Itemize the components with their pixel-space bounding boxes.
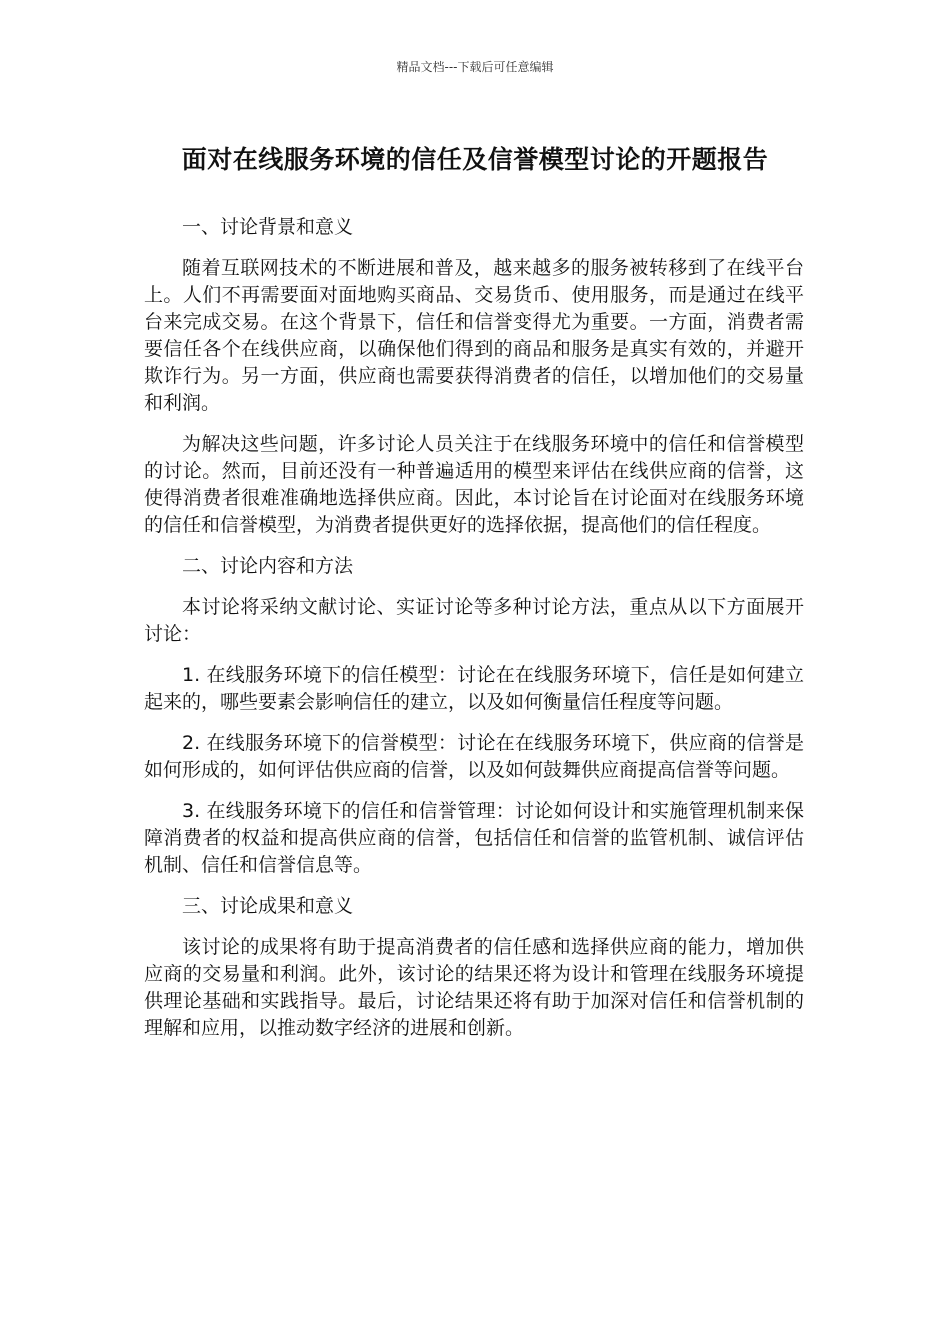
list-item-trust-reputation-management: 3. 在线服务环境下的信任和信誉管理：讨论如何设计和实施管理机制来保障消费者的权益和提高供应商的信誉，包括信任和信誉的监管机制、诚信评估机制、信任和信誉信息等。 [144,800,804,876]
page-title: 面对在线服务环境的信任及信誉模型讨论的开题报告 [181,145,769,174]
paragraph-background-2: 为解决这些问题，许多讨论人员关注于在线服务环境中的信任和信誉模型的讨论。然而，目前还没有一种普遍适用的模型来评估在线供应商的信誉，这使得消费者很难准确地选择供应商。因此，本讨论旨在讨论面对在线服务环境的信任和信誉模型，为消费者提供更好的选择依据，提高他们的信任程度。 [144,433,804,536]
section-heading-content-method: 二、讨论内容和方法 [182,555,354,577]
list-item-trust-model: 1. 在线服务环境下的信任模型：讨论在在线服务环境下，信任是如何建立起来的，哪些要素会影响信任的建立，以及如何衡量信任程度等问题。 [144,664,804,713]
header-note: 精品文档---下载后可任意编辑 [396,60,554,74]
document-body [144,214,804,1056]
paragraph-results: 该讨论的成果将有助于提高消费者的信任感和选择供应商的能力，增加供应商的交易量和利润。此外，该讨论的结果还将为设计和管理在线服务环境提供理论基础和实践指导。最后，讨论结果还将有助于加深对信任和信誉机制的理解和应用，以推动数字经济的进展和创新。 [144,936,804,1039]
paragraph-method-intro: 本讨论将采纳文献讨论、实证讨论等多种讨论方法，重点从以下方面展开讨论： [144,596,804,645]
section-heading-background: 一、讨论背景和意义 [182,216,354,238]
list-item-reputation-model: 2. 在线服务环境下的信誉模型：讨论在在线服务环境下，供应商的信誉是如何形成的，如何评估供应商的信誉，以及如何鼓舞供应商提高信誉等问题。 [144,732,804,781]
section-heading-results: 三、讨论成果和意义 [182,895,354,917]
paragraph-background-1: 随着互联网技术的不断进展和普及，越来越多的服务被转移到了在线平台上。人们不再需要面对面地购买商品、交易货币、使用服务，而是通过在线平台来完成交易。在这个背景下，信任和信誉变得尤为重要。一方面，消费者需要信任各个在线供应商，以确保他们得到的商品和服务是真实有效的，并避开欺诈行为。另一方面，供应商也需要获得消费者的信任，以增加他们的交易量和利润。 [144,257,804,414]
